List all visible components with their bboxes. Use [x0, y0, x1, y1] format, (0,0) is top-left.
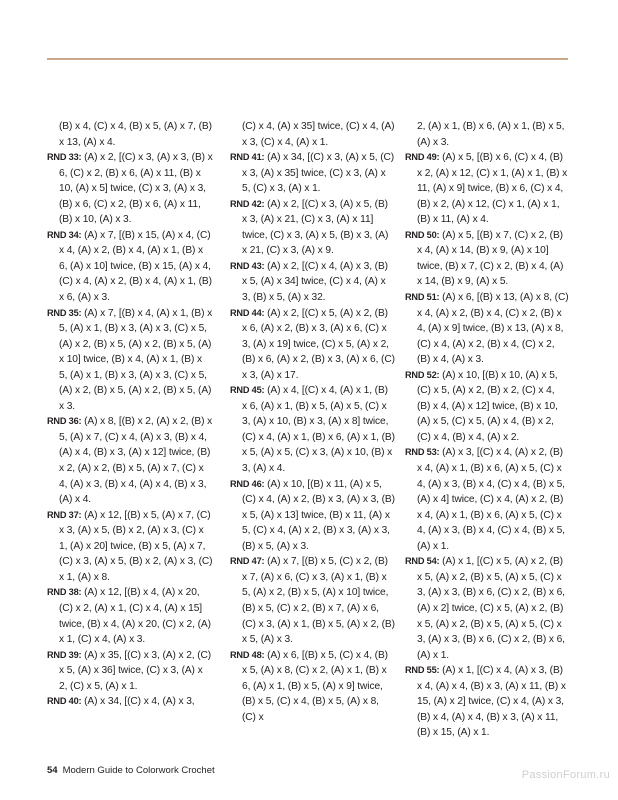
- round-text: (A) x 4, [(C) x 4, (A) x 1, (B) x 6, (A) x 1, (B) x 5, (A) x 5, (C) x 3, (A) x 10, (B) x 3, (A) x 8] twice, (C) x 4, (A) x 1, (B) x 6, (A) x 1, (B) x 5, (A) x 5, (C) x 3, (A) x 10, (B) x 3, (A) x 4.: [242, 385, 395, 475]
- round-46: [230, 477, 395, 555]
- round-text: (A) x 10, [(B) x 11, (A) x 5, (C) x 4, (A) x 2, (B) x 3, (A) x 3, (B) x 5, (A) x 13] twice, (B) x 11, (A) x 5, (C) x 4, (A) x 2, (B) x 3, (A) x 3, (B) x 5, (A) x 3.: [242, 478, 395, 552]
- round-39: [47, 648, 213, 695]
- column-1: [47, 119, 213, 710]
- round-text: (A) x 3, [(C) x 4, (A) x 2, (B) x 4, (A) x 1, (B) x 6, (A) x 5, (C) x 4, (A) x 3, (B) x 4, (C) x 4, (B) x 5, (A) x 4] twice, (C) x 4, (A) x 2, (B) x 4, (A) x 1, (B) x 6, (A) x 5, (C) x 4, (A) x 3, (B) x 4, (C) x 4, (B) x 5, (A) x 1.: [417, 447, 565, 552]
- round-label: RND 55:: [405, 665, 440, 676]
- round-label: RND 39:: [47, 649, 82, 660]
- round-41: [230, 150, 395, 197]
- round-label: RND 35:: [47, 307, 82, 318]
- round-text: (A) x 34, [(C) x 4, (A) x 3,: [84, 696, 195, 708]
- round-label: RND 42:: [230, 198, 265, 209]
- round-45: [230, 383, 395, 476]
- round-text: (A) x 1, [(C) x 4, (A) x 3, (B) x 4, (A) x 4, (B) x 3, (A) x 11, (B) x 15, (A) x 2] twice, (C) x 4, (A) x 3, (B) x 4, (A) x 4, (B) x 3, (A) x 11, (B) x 15, (A) x 1.: [417, 665, 566, 739]
- round-text: (A) x 10, [(B) x 10, (A) x 5, (C) x 5, (A) x 2, (B) x 2, (C) x 4, (B) x 4, (A) x 12] twice, (B) x 10, (A) x 5, (C) x 5, (A) x 4, (B) x 2, (C) x 4, (B) x 4, (A) x 2.: [417, 369, 558, 443]
- round-text: (A) x 2, [(C) x 5, (A) x 2, (B) x 6, (A) x 2, (B) x 3, (A) x 6, (C) x 3, (A) x 19] twice, (C) x 5, (A) x 2, (B) x 6, (A) x 2, (B) x 3, (A) x 6, (C) x 3, (A) x 17.: [242, 307, 395, 381]
- round-49: [405, 150, 570, 228]
- round-label: RND 53:: [405, 447, 440, 458]
- round-label: RND 40:: [47, 696, 82, 707]
- round-label: RND 48:: [230, 649, 265, 660]
- round-text: (A) x 7, [(B) x 5, (C) x 2, (B) x 7, (A) x 6, (C) x 3, (A) x 1, (B) x 5, (A) x 2, (B) x 5, (A) x 10] twice, (B) x 5, (C) x 2, (B) x 7, (A) x 6, (C) x 3, (A) x 1, (B) x 5, (A) x 2, (B) x 5, (A) x 3.: [242, 556, 395, 646]
- round-label: RND 46:: [230, 478, 265, 489]
- round-text: (A) x 1, [(C) x 5, (A) x 2, (B) x 5, (A) x 2, (B) x 5, (A) x 5, (C) x 3, (A) x 3, (B) x 6, (C) x 2, (B) x 6, (A) x 2] twice, (C) x 5, (A) x 2, (B) x 5, (A) x 2, (B) x 5, (A) x 5, (C) x 3, (A) x 3, (B) x 6, (C) x 2, (B) x 6, (A) x 1.: [417, 556, 565, 661]
- round-label: RND 38:: [47, 587, 82, 598]
- round-48: [230, 648, 395, 726]
- round-text: (A) x 12, [(B) x 4, (A) x 20, (C) x 2, (A) x 1, (C) x 4, (A) x 15] twice, (B) x 4, (A) x 20, (C) x 2, (A) x 1, (C) x 4, (A) x 3.: [59, 587, 211, 646]
- watermark: PassionForum.ru: [521, 769, 610, 781]
- page-number: 54: [47, 765, 58, 776]
- top-rule: [47, 58, 568, 60]
- round-text: (A) x 34, [(C) x 3, (A) x 5, (C) x 3, (A) x 35] twice, (C) x 3, (A) x 5, (C) x 3, (A) x 1.: [242, 152, 395, 195]
- continued-text: 2, (A) x 1, (B) x 6, (A) x 1, (B) x 5, (A) x 3.: [417, 121, 565, 148]
- round-label: RND 44:: [230, 307, 265, 318]
- column-3: [405, 119, 570, 741]
- round-text: (A) x 12, [(B) x 5, (A) x 7, (C) x 3, (A) x 5, (B) x 2, (A) x 3, (C) x 1, (A) x 20] twice, (B) x 5, (A) x 7, (C) x 3, (A) x 5, (B) x 2, (A) x 3, (C) x 1, (A) x 8.: [59, 509, 213, 583]
- continued-text: (C) x 4, (A) x 35] twice, (C) x 4, (A) x 3, (C) x 4, (A) x 1.: [242, 121, 395, 148]
- round-label: RND 36:: [47, 416, 82, 427]
- round-label: RND 34:: [47, 229, 82, 240]
- round-51: [405, 290, 570, 368]
- round-text: (A) x 35, [(C) x 3, (A) x 2, (C) x 5, (A) x 36] twice, (C) x 3, (A) x 2, (C) x 5, (A) x 1.: [59, 649, 212, 692]
- round-label: RND 47:: [230, 556, 265, 567]
- column-2: [230, 119, 395, 725]
- round-text: (A) x 2, [(C) x 3, (A) x 5, (B) x 3, (A) x 21, (C) x 3, (A) x 11] twice, (C) x 3, (A) x 5, (B) x 3, (A) x 21, (C) x 3, (A) x 9.: [242, 198, 389, 257]
- round-42: [230, 197, 395, 259]
- round-54: [405, 554, 570, 663]
- book-title: Modern Guide to Colorwork Crochet: [62, 765, 215, 776]
- round-36: [47, 414, 213, 507]
- round-text: (A) x 7, [(B) x 4, (A) x 1, (B) x 5, (A) x 1, (B) x 3, (A) x 3, (C) x 5, (A) x 2, (B) x 5, (A) x 2, (B) x 5, (A) x 10] twice, (B) x 4, (A) x 1, (B) x 5, (A) x 1, (B) x 3, (A) x 3, (C) x 5, (A) x 2, (B) x 5, (A) x 2, (B) x 5, (A) x 3.: [59, 307, 213, 412]
- round-text: (A) x 6, [(B) x 5, (C) x 4, (B) x 5, (A) x 8, (C) x 2, (A) x 1, (B) x 6, (A) x 1, (B) x 5, (A) x 9] twice, (B) x 5, (C) x 4, (B) x 5, (A) x 8, (C) x: [242, 649, 388, 723]
- round-55: [405, 663, 570, 741]
- round-label: RND 50:: [405, 229, 440, 240]
- round-text: (A) x 5, [(B) x 6, (C) x 4, (B) x 2, (A) x 12, (C) x 1, (A) x 1, (B) x 11, (A) x 9] twice, (B) x 6, (C) x 4, (B) x 2, (A) x 12, (C) x 1, (A) x 1, (B) x 11, (A) x 4.: [417, 152, 568, 226]
- round-33: [47, 150, 213, 228]
- round-label: RND 54:: [405, 556, 440, 567]
- page-footer: [47, 765, 215, 777]
- round-text: (A) x 8, [(B) x 2, (A) x 2, (B) x 5, (A) x 7, (C) x 4, (A) x 3, (B) x 4, (A) x 4, (B) x 3, (A) x 12] twice, (B) x 2, (A) x 2, (B) x 5, (A) x 7, (C) x 4, (A) x 3, (B) x 4, (A) x 4, (B) x 3, (A) x 4.: [59, 416, 213, 506]
- round-34: [47, 228, 213, 306]
- round-label: RND 43:: [230, 260, 265, 271]
- round-43: [230, 259, 395, 306]
- round-38: [47, 585, 213, 647]
- round-label: RND 41:: [230, 152, 265, 163]
- round-text: (A) x 6, [(B) x 13, (A) x 8, (C) x 4, (A) x 2, (B) x 4, (C) x 2, (B) x 4, (A) x 9] twice, (B) x 13, (A) x 8, (C) x 4, (A) x 2, (B) x 4, (C) x 2, (B) x 4, (A) x 3.: [417, 292, 569, 366]
- round-label: RND 49:: [405, 152, 440, 163]
- round-35: [47, 306, 213, 415]
- round-44: [230, 306, 395, 384]
- round-text: (A) x 5, [(B) x 7, (C) x 2, (B) x 4, (A) x 14, (B) x 9, (A) x 10] twice, (B) x 7, (C) x 2, (B) x 4, (A) x 14, (B) x 9, (A) x 5.: [417, 229, 564, 288]
- round-label: RND 33:: [47, 152, 82, 163]
- continued-text: (B) x 4, (C) x 4, (B) x 5, (A) x 7, (B) x 13, (A) x 4.: [59, 121, 212, 148]
- round-47: [230, 554, 395, 647]
- round-text: (A) x 7, [(B) x 15, (A) x 4, (C) x 4, (A) x 2, (B) x 4, (A) x 1, (B) x 6, (A) x 10] twice, (B) x 15, (A) x 4, (C) x 4, (A) x 2, (B) x 4, (A) x 1, (B) x 6, (A) x 3.: [59, 229, 212, 304]
- round-53: [405, 445, 570, 554]
- round-50: [405, 228, 570, 290]
- round-52: [405, 368, 570, 446]
- round-label: RND 52:: [405, 369, 440, 380]
- round-40: [47, 694, 213, 710]
- round-label: RND 45:: [230, 385, 265, 396]
- round-label: RND 51:: [405, 292, 440, 303]
- round-text: (A) x 2, [(C) x 4, (A) x 3, (B) x 5, (A) x 34] twice, (C) x 4, (A) x 3, (B) x 5, (A) x 32.: [242, 260, 388, 304]
- round-37: [47, 508, 213, 586]
- round-text: (A) x 2, [(C) x 3, (A) x 3, (B) x 6, (C) x 2, (B) x 6, (A) x 11, (B) x 10, (A) x 5] twice, (C) x 3, (A) x 3, (B) x 6, (C) x 2, (B) x 6, (A) x 11, (B) x 10, (A) x 3.: [59, 152, 213, 226]
- round-label: RND 37:: [47, 509, 82, 520]
